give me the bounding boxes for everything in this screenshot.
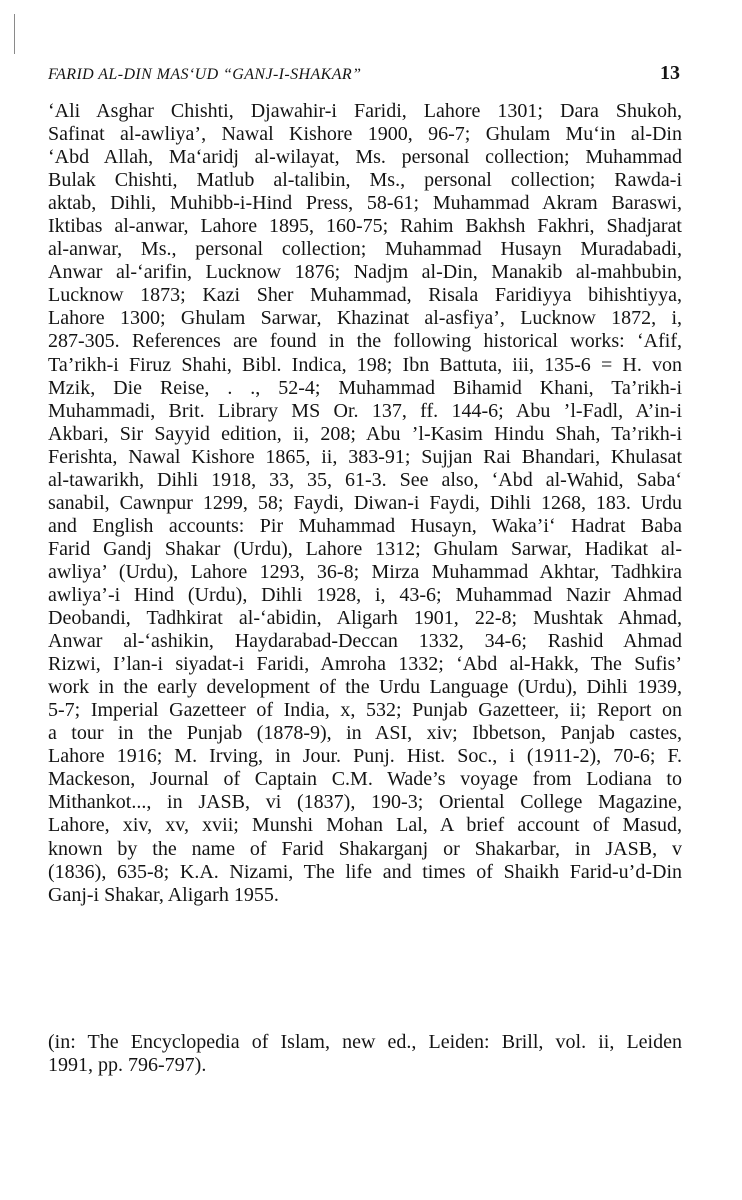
citation-line: 1991, pp. 796-797). (48, 1054, 207, 1077)
running-title: FARID AL-DIN MAS‘UD “GANJ-I-SHAKAR” (48, 66, 362, 83)
text-line: (1836), 635-8; K.A. Nizami, The life and times of Shaikh Farid-u’d-Din (48, 860, 682, 883)
text-line: Lahore 1916; M. Irving, in Jour. Punj. Hist. Soc., i (1911-2), 70-6; F. (48, 745, 682, 768)
text-line: Ganj-i Shakar, Aligarh 1955. (48, 883, 279, 906)
text-line: awliya’ (Urdu), Lahore 1293, 36-8; Mirza Muhammad Akhtar, Tadhkira (48, 560, 682, 583)
text-line: al-anwar, Ms., personal collection; Muhammad Husayn Muradabadi, (48, 238, 682, 261)
text-line: Anwar al-‘arifin, Lucknow 1876; Nadjm al-Din, Manakib al-mahbubin, (48, 261, 682, 284)
text-line: a tour in the Punjab (1878-9), in ASI, xiv; Ibbetson, Panjab castes, (48, 722, 682, 745)
text-line: Bulak Chishti, Matlub al-talibin, Ms., personal collection; Rawda-i (48, 169, 682, 192)
text-line: Lahore 1300; Ghulam Sarwar, Khazinat al-asfiya’, Lucknow 1872, i, (48, 307, 682, 330)
source-citation (48, 1031, 682, 1077)
text-line: Mithankot..., in JASB, vi (1837), 190-3; Oriental College Magazine, (48, 791, 682, 814)
text-line: work in the early development of the Urdu Language (Urdu), Dihli 1939, (48, 676, 682, 699)
text-line: known by the name of Farid Shakarganj or Shakarbar, in JASB, v (48, 837, 682, 860)
text-line: Deobandi, Tadhkirat al-‘abidin, Aligarh 1901, 22-8; Mushtak Ahmad, (48, 607, 682, 630)
text-line: Akbari, Sir Sayyid edition, ii, 208; Abu ’l-Kasim Hindu Shah, Ta’rikh-i (48, 422, 682, 445)
text-line: al-tawarikh, Dihli 1918, 33, 35, 61-3. See also, ‘Abd al-Wahid, Saba‘ (48, 468, 682, 491)
text-line: awliya’-i Hind (Urdu), Dihli 1928, i, 43-6; Muhammad Nazir Ahmad (48, 583, 682, 606)
citation-line: (in: The Encyclopedia of Islam, new ed., Leiden: Brill, vol. ii, Leiden (48, 1031, 682, 1053)
text-line: 287-305. References are found in the following historical works: ‘Afif, (48, 330, 682, 353)
text-line: Rizwi, I’lan-i siyadat-i Faridi, Amroha 1332; ‘Abd al-Hakk, The Sufis’ (48, 653, 682, 676)
text-line: ‘Abd Allah, Ma‘aridj al-wilayat, Ms. personal collection; Muhammad (48, 146, 682, 169)
text-line: Iktibas al-anwar, Lahore 1895, 160-75; Rahim Bakhsh Fakhri, Shadjarat (48, 215, 682, 238)
text-line: Ferishta, Nawal Kishore 1865, ii, 383-91; Sujjan Rai Bhandari, Khulasat (48, 445, 682, 468)
bibliography-text (48, 100, 682, 907)
text-line: Ta’rikh-i Firuz Shahi, Bibl. Indica, 198; Ibn Battuta, iii, 135-6 = H. von (48, 353, 682, 376)
text-line: 5-7; Imperial Gazetteer of India, x, 532; Punjab Gazetteer, ii; Report on (48, 699, 682, 722)
text-line: Mzik, Die Reise, . ., 52-4; Muhammad Bihamid Khani, Ta’rikh-i (48, 376, 682, 399)
text-line: Farid Gandj Shakar (Urdu), Lahore 1312; Ghulam Sarwar, Hadikat al- (48, 537, 682, 560)
text-line: Muhammadi, Brit. Library MS Or. 137, ff. 144-6; Abu ’l-Fadl, A’in-i (48, 399, 682, 422)
text-line: aktab, Dihli, Muhibb-i-Hind Press, 58-61; Muhammad Akram Baraswi, (48, 192, 682, 215)
text-line: Anwar al-‘ashikin, Haydarabad-Deccan 1332, 34-6; Rashid Ahmad (48, 630, 682, 653)
text-line: and English accounts: Pir Muhammad Husayn, Waka’i‘ Hadrat Baba (48, 514, 682, 537)
text-line: Safinat al-awliya’, Nawal Kishore 1900, 96-7; Ghulam Mu‘in al-Din (48, 123, 682, 146)
text-line: Lahore, xiv, xv, xvii; Munshi Mohan Lal, A brief account of Masud, (48, 814, 682, 837)
text-line: ‘Ali Asghar Chishti, Djawahir-i Faridi, Lahore 1301; Dara Shukoh, (48, 100, 682, 122)
page-header (48, 62, 680, 85)
text-line: sanabil, Cawnpur 1299, 58; Faydi, Diwan-i Faydi, Dihli 1268, 183. Urdu (48, 491, 682, 514)
margin-mark (14, 14, 15, 54)
text-line: Mackeson, Journal of Captain C.M. Wade’s voyage from Lodiana to (48, 768, 682, 791)
page-number: 13 (660, 62, 680, 84)
text-line: Lucknow 1873; Kazi Sher Muhammad, Risala Faridiyya bihishtiyya, (48, 284, 682, 307)
